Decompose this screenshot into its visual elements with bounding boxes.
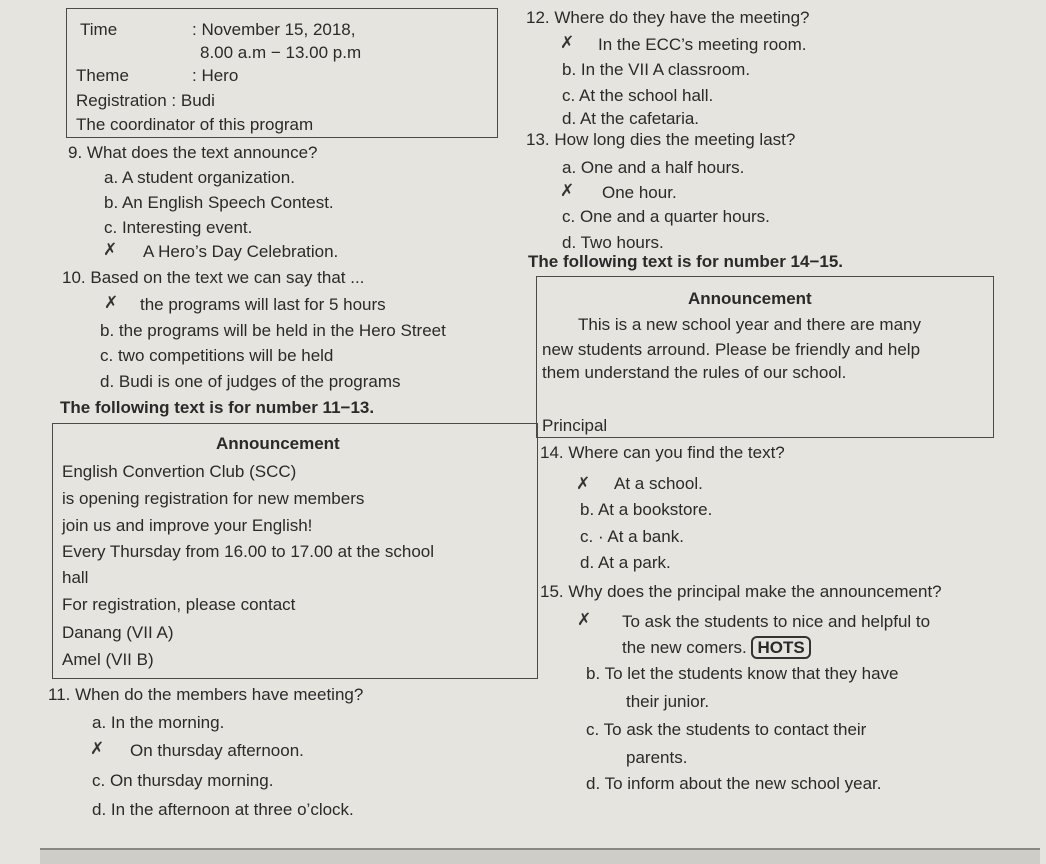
- announcement-1-line-2: is opening registration for new members: [62, 489, 365, 508]
- q12-question: 12. Where do they have the meeting?: [526, 8, 810, 27]
- q12-option-a: In the ECC’s meeting room.: [598, 35, 807, 54]
- q14-option-c: c. · At a bank.: [580, 527, 684, 546]
- announcement-1-line-3: join us and improve your English!: [62, 516, 313, 535]
- coordinator-line: The coordinator of this program: [76, 115, 314, 134]
- q10-option-b: b. the programs will be held in the Hero Street: [100, 321, 446, 340]
- q15-option-b-line-1: b. To let the students know that they have: [586, 664, 899, 683]
- registration-line: Registration : Budi: [76, 91, 215, 110]
- announcement-1-line-8: Amel (VII B): [62, 650, 154, 669]
- q11-option-a: a. In the morning.: [92, 713, 225, 732]
- q12-option-b: b. In the VII A classroom.: [562, 60, 751, 79]
- intro-14-15: The following text is for number 14−15.: [528, 252, 844, 271]
- q10-option-c: c. two competitions will be held: [100, 346, 334, 365]
- q10-cross-mark: ✗: [104, 293, 119, 312]
- q13-option-b: One hour.: [602, 183, 677, 202]
- q9-option-d: A Hero’s Day Celebration.: [143, 242, 339, 261]
- q12-cross-mark: ✗: [560, 33, 575, 52]
- q14-question: 14. Where can you find the text?: [540, 443, 785, 462]
- q11-question: 11. When do the members have meeting?: [48, 685, 364, 704]
- intro-11-13: The following text is for number 11−13.: [60, 398, 375, 417]
- q15-option-a-line-2-text: the new comers.: [622, 638, 747, 657]
- q11-option-b: On thursday afternoon.: [130, 741, 304, 760]
- time-value-2: 8.00 a.m − 13.00 p.m: [200, 43, 362, 62]
- hots-badge: HOTS: [751, 636, 810, 659]
- q15-option-a-line-1: To ask the students to nice and helpful to: [622, 612, 931, 631]
- announcement-1-line-1: English Convertion Club (SCC): [62, 462, 297, 481]
- q9-option-c: c. Interesting event.: [104, 218, 253, 237]
- announcement-2-line-2: new students arround. Please be friendly and help: [542, 340, 921, 359]
- q14-option-d: d. At a park.: [580, 553, 671, 572]
- q12-option-d: d. At the cafetaria.: [562, 109, 700, 128]
- announcement-1-line-7: Danang (VII A): [62, 623, 174, 642]
- announcement-1-line-5: hall: [62, 568, 89, 587]
- q13-option-d: d. Two hours.: [562, 233, 664, 252]
- q10-option-d: d. Budi is one of judges of the programs: [100, 372, 401, 391]
- announcement-2-title: Announcement: [688, 289, 812, 308]
- q15-option-d: d. To inform about the new school year.: [586, 774, 882, 793]
- q15-option-b-line-2: their junior.: [626, 692, 710, 711]
- announcement-1-line-6: For registration, please contact: [62, 595, 296, 614]
- announcement-2-line-3: them understand the rules of our school.: [542, 363, 847, 382]
- q9-question: 9. What does the text announce?: [68, 143, 318, 162]
- time-label: Time: [80, 20, 118, 39]
- q13-option-c: c. One and a quarter hours.: [562, 207, 770, 226]
- q15-option-a-line-2: [622, 638, 811, 658]
- announcement-2-line-1: This is a new school year and there are many: [578, 315, 922, 334]
- q9-cross-mark: ✗: [103, 240, 118, 259]
- q15-question: 15. Why does the principal make the announcement?: [540, 582, 942, 601]
- q14-cross-mark: ✗: [576, 474, 591, 493]
- q13-question: 13. How long dies the meeting last?: [526, 130, 796, 149]
- q13-cross-mark: ✗: [560, 181, 575, 200]
- q15-option-c-line-1: c. To ask the students to contact their: [586, 720, 867, 739]
- q12-option-c: c. At the school hall.: [562, 86, 714, 105]
- q15-cross-mark: ✗: [577, 610, 592, 629]
- announcement-1-line-4: Every Thursday from 16.00 to 17.00 at the school: [62, 542, 435, 561]
- q13-option-a: a. One and a half hours.: [562, 158, 745, 177]
- q9-option-a: a. A student organization.: [104, 168, 295, 187]
- q11-option-d: d. In the afternoon at three o’clock.: [92, 800, 354, 819]
- announcement-2-signature: Principal: [542, 416, 608, 435]
- q9-option-b: b. An English Speech Contest.: [104, 193, 334, 212]
- q14-option-a: At a school.: [614, 474, 703, 493]
- q15-option-c-line-2: parents.: [626, 748, 688, 767]
- theme-value: : Hero: [192, 66, 239, 85]
- q11-cross-mark: ✗: [90, 739, 105, 758]
- q14-option-b: b. At a bookstore.: [580, 500, 713, 519]
- page-bottom-edge: [40, 848, 1040, 864]
- time-value: : November 15, 2018,: [192, 20, 356, 39]
- q10-option-a: the programs will last for 5 hours: [140, 295, 386, 314]
- theme-label: Theme: [76, 66, 129, 85]
- q11-option-c: c. On thursday morning.: [92, 771, 274, 790]
- q10-question: 10. Based on the text we can say that ...: [62, 268, 365, 287]
- announcement-1-title: Announcement: [216, 434, 340, 453]
